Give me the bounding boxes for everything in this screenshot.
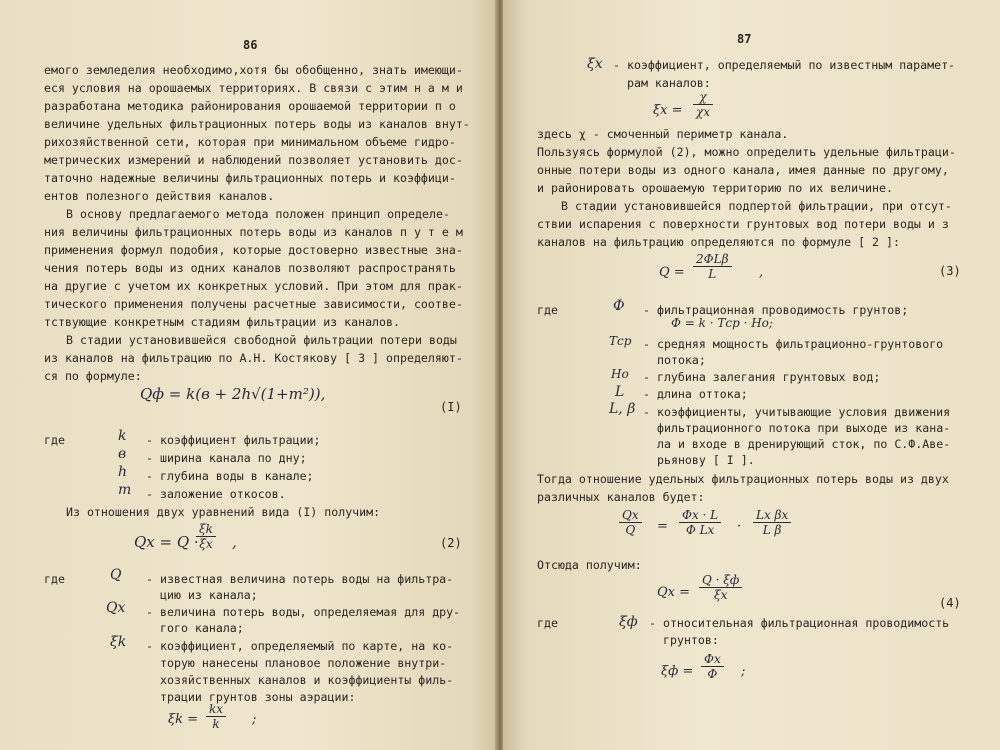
definition: рам каналов: (627, 76, 711, 90)
right-page (503, 0, 1000, 750)
text-line: таточно надежные величины фильтрационных потерь и коэффици- (44, 171, 456, 185)
symbol: Ф (613, 298, 625, 314)
definition: - коэффициенты, учитывающие условия движения (643, 405, 951, 419)
text-line: ся по формуле: (44, 369, 142, 383)
text-line: ствии испарения с поверхности грунтовых вод потери воды и з (537, 217, 949, 231)
ratio-fraction-a: $\frac{Qx}{Q}$ (619, 508, 642, 537)
text-line: каналов на фильтрацию определяются по формуле [ 2 ]: (537, 235, 900, 249)
definition: хозяйственных каналов и коэффициенты филь- (160, 673, 454, 687)
definition: - фильтрационная проводимость грунтов; (643, 303, 909, 317)
text-line: еся условия на орошаемых территориях. В связи с этим н а м и (44, 81, 463, 95)
text-line: применения формул подобия, которые достоверно известные зна- (44, 243, 463, 257)
text-line: онные потери воды из одного канала, имея данные по другому, (537, 163, 949, 177)
text-line: рихозяйственной сети, которая при минимальном объеме гидро- (44, 135, 456, 149)
symbol: ξk (110, 634, 127, 650)
definition: торую нанесены плановое положение внутри- (160, 656, 447, 670)
definition: фильтрационного потока при выходе из кана- (657, 421, 951, 435)
left-page (0, 0, 497, 750)
formula-line: Ф = k · Tср · Hо; (671, 316, 773, 330)
equation-xi-fraction: $\frac{\chi}{\chi x}$ (693, 90, 713, 119)
equation-4-fraction: Q · ξф ξx (699, 573, 742, 602)
equation-1: Qф = k(в + 2h√(1+m²)), (140, 385, 326, 403)
definition: - глубина воды в канале; (146, 469, 314, 483)
text-line: Из отношения двух уравнений вида (I) получим: (66, 505, 381, 519)
text-line: В стадии установившейся свободной фильтрации потери воды (66, 333, 457, 347)
symbol: Qx (106, 600, 126, 616)
text-line: метрических измерений и наблюдений позволяет установить дос- (44, 153, 463, 167)
equation-2-tail: , (232, 533, 237, 551)
symbol: Hо (611, 367, 629, 381)
symbol: m (118, 482, 132, 498)
page-number: 86 (243, 38, 258, 52)
text-line: ентов полезного действия каналов. (44, 189, 275, 203)
equation-number: (4) (939, 596, 961, 610)
equation-last-fraction: $\frac{kx}{k}$ (206, 702, 226, 731)
text-line: из каналов на фильтрацию по А.Н. Костякову [ 3 ] определяют- (44, 351, 463, 365)
equation-2-lhs: Qx = Q · (134, 533, 199, 551)
text-line: Пользуясь формулой (2), можно определить удельные фильтраци- (537, 145, 956, 159)
text-line: различных каналов будет: (537, 490, 705, 504)
text-line: Тогда отношение удельных фильтрационных потерь воды из двух (537, 472, 949, 486)
symbol: ξx (587, 56, 603, 72)
text-line: здесь χ - смоченный периметр канала. (537, 127, 789, 141)
definition: - длина оттока; (643, 387, 748, 401)
symbol: k (118, 428, 127, 444)
definition: - относительная фильтрационная проводимость (649, 616, 950, 630)
equation-3-tail: , (759, 265, 764, 280)
definition: - средняя мощность фильтрационно-грунтового (643, 337, 944, 351)
text-line: величине удельных фильтрационных потерь воды из каналов внут- (44, 117, 470, 131)
equation-last-lhs: ξk = (168, 712, 199, 727)
symbol: h (118, 464, 128, 480)
definition: потока; (657, 353, 706, 367)
definition: трации грунтов зоны аэрации: (160, 690, 356, 704)
equation-number: (3) (939, 264, 961, 278)
definition: - величина потерь воды, определяемая для дру- (146, 605, 461, 619)
equation-number: (I) (440, 400, 462, 414)
definition: - коэффициент, определяемый по карте, на ко- (146, 639, 454, 653)
definition: - коэффициент, определяемый по известным парамет- (613, 58, 956, 72)
definition: - ширина канала по дну; (146, 451, 307, 465)
ratio-fraction-c: $\frac{\text{Lx βx}}{\text{L β}}$ (753, 508, 791, 537)
definition: цию из канала; (160, 588, 258, 602)
text-line: ния величины фильтрационных потерь воды из каналов п у т е м (44, 225, 463, 239)
equation-last-tail: ; (741, 664, 746, 679)
definition: - глубина залегания грунтовых вод; (643, 370, 881, 384)
text-line: разработана методика районирования орошаемой территории п о (44, 99, 456, 113)
equation-last-lhs: ξф = (661, 664, 694, 679)
symbol: L (615, 384, 625, 400)
symbol: в (118, 446, 127, 462)
equation-xi-lhs: ξx = (653, 103, 683, 118)
equation-last-tail: ; (252, 712, 257, 727)
equation-3-lhs: Q = (659, 265, 685, 280)
where-label: где (537, 303, 558, 317)
symbol: L, β (609, 401, 636, 417)
symbol: Tср (609, 334, 632, 348)
where-label: где (44, 572, 65, 586)
text-line: емого земледелия необходимо,хотя бы обобщенно, знать имеющи- (44, 63, 463, 77)
equation-4-lhs: Qx = (657, 585, 691, 600)
definition: ла и входе в дренирующий сток, по С.Ф.Аве- (657, 437, 951, 451)
symbol: Q (110, 567, 122, 583)
where-label: где (537, 616, 558, 630)
definition: гого канала; (160, 621, 244, 635)
definition: - коэффициент фильтрации; (146, 433, 321, 447)
equation-3-fraction: 2ФLβ L (693, 252, 732, 281)
equation-2-fraction: $\frac{\xi k}{\xi x}$ (196, 522, 216, 551)
definition: грунтов: (663, 633, 719, 647)
text-line: на другие с учетом их конкретных условий. При этом для прак- (44, 279, 463, 293)
ratio-fraction-b: Фx · L Ф Lx (679, 508, 721, 537)
text-line: чения потерь воды из одних каналов позволяют распространять (44, 261, 456, 275)
text-line: тического применения получены расчетные зависимости, соотве- (44, 297, 463, 311)
definition: рьянову [ I ]. (657, 453, 755, 467)
ratio-equals: = (657, 519, 668, 534)
where-label: где (44, 433, 65, 447)
equation-last-fraction: Фx Ф (701, 652, 724, 681)
symbol: ξф (619, 614, 638, 630)
ratio-times: · (737, 519, 742, 534)
equation-number: (2) (440, 536, 462, 550)
text-line: тствующие конкретным стадиям фильтрации из каналов. (44, 315, 400, 329)
definition: - заложение откосов. (146, 487, 286, 501)
text-line: В основу предлагаемого метода положен принцип определе- (66, 207, 450, 221)
page-number: 87 (737, 32, 752, 46)
text-line: В стадии установившейся подпертой фильтрации, при отсут- (561, 199, 952, 213)
text-line: и районировать орошаемую территорию по их величине. (537, 181, 893, 195)
definition: - известная величина потерь воды на фильтра- (146, 572, 454, 586)
text-line: Отсюда получим: (537, 558, 642, 572)
